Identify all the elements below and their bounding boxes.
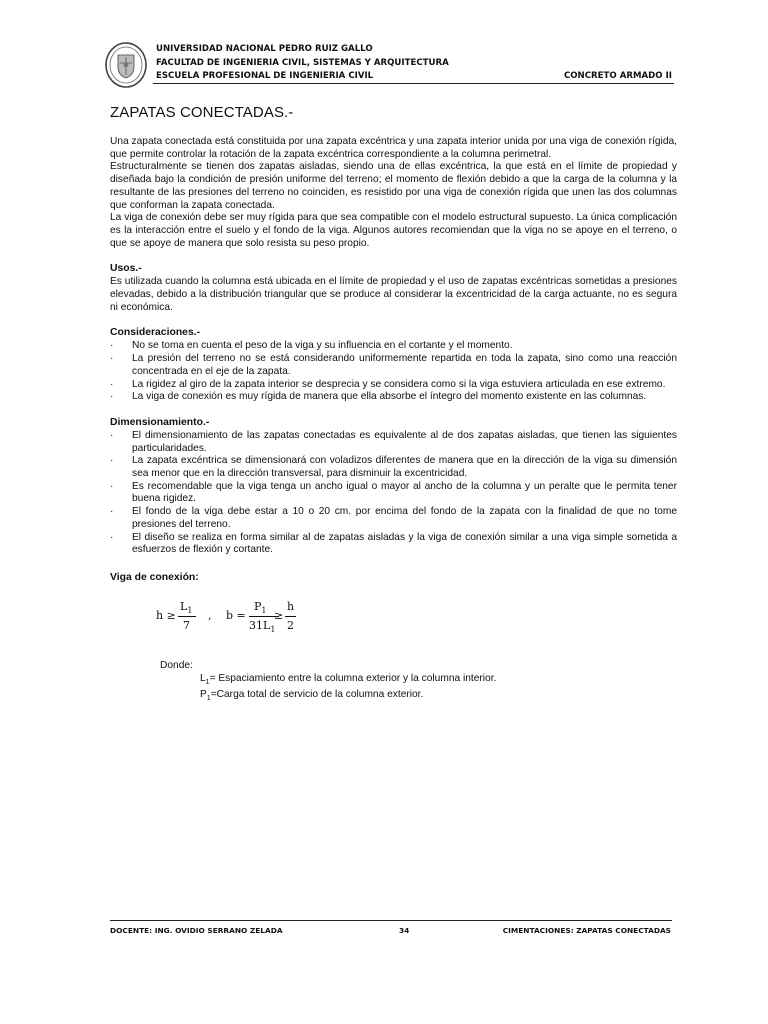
header-school: ESCUELA PROFESIONAL DE INGENIERIA CIVIL — [156, 71, 374, 81]
consideraciones-list — [110, 340, 677, 404]
page-title: ZAPATAS CONECTADAS.- — [110, 104, 294, 121]
formula-b-lhs: b = — [226, 608, 246, 622]
footer-teacher: DOCENTE: ING. OVIDIO SERRANO ZELADA — [110, 926, 283, 935]
header-university: UNIVERSIDAD NACIONAL PEDRO RUIZ GALLO — [156, 44, 373, 54]
list-item: · La presión del terreno no se está considerando uniformemente repartida en toda la zapata, sino como una reacción concentrada en el eje de la zapata. — [110, 353, 677, 378]
formula-h2-num: h — [287, 599, 295, 613]
viga-formula — [110, 590, 677, 650]
university-seal-logo — [104, 41, 148, 89]
formula-h-num: $L_1$ — [180, 599, 193, 616]
formula-geq: ≥ — [274, 608, 284, 622]
formula-b-num: $P_1$ — [254, 599, 267, 616]
formula-h-den: 7 — [183, 618, 190, 632]
definition-l1: $L_1=$ Espaciamiento entre la columna exterior y la columna interior. — [200, 672, 497, 686]
consideraciones-heading: Consideraciones.- — [110, 327, 201, 339]
definition-p1: $P_1=Carga$ total de servicio de la columna exterior. — [200, 689, 424, 703]
list-item: · La zapata excéntrica se dimensionará con voladizos diferentes de manera que en la dirección de la viga su dimensión sea menor que en la dirección transversal, para disminuir la excentricidad. — [110, 455, 677, 480]
fraction-bar — [285, 616, 296, 617]
header-divider — [153, 83, 674, 84]
footer-topic: CIMENTACIONES: ZAPATAS CONECTADAS — [502, 926, 671, 935]
formula-b-den: $31L_1$ — [249, 618, 276, 635]
header-faculty: FACULTAD DE INGENIERIA CIVIL, SISTEMAS Y ARQUITECTURA — [156, 58, 449, 68]
list-item: · No se toma en cuenta el peso de la viga y su influencia en el cortante y el momento. — [110, 340, 677, 353]
list-item: · La rigidez al giro de la zapata interior se desprecia y se considera como si la viga estuviera articulada en ese extremo. — [110, 379, 677, 392]
main-content — [110, 104, 677, 706]
dimensionamiento-heading: Dimensionamiento.- — [110, 416, 210, 428]
list-item: · El fondo de la viga debe estar a 10 o 20 cm. por encima del fondo de la zapata con la finalidad de que no tome presiones del terreno. — [110, 506, 677, 531]
usos-heading: Usos.- — [110, 263, 142, 275]
list-item: · Es recomendable que la viga tenga un ancho igual o mayor al ancho de la columna y un peralte que le permita tener buena rigidez. — [110, 481, 677, 506]
intro-paragraph: La viga de conexión debe ser muy rígida para que sea compatible con el modelo estructural supuesto. La única complicación es la interacción entre el suelo y el fondo de la viga. Algunos autores recomiendan que la viga no se apoye en el terreno, o que se apoye de manera que solo resista su peso propio. — [110, 212, 677, 249]
formula-h-lhs: h ≥ — [156, 608, 176, 622]
formula-h2-den: 2 — [287, 618, 294, 632]
viga-heading: Viga de conexión: — [110, 571, 199, 583]
donde-label: Donde: — [160, 659, 193, 671]
list-item: · El dimensionamiento de las zapatas conectadas es equivalente al de dos zapatas aisladas, que tienen las siguientes particularidades. — [110, 430, 677, 455]
intro-paragraph: Estructuralmente se tienen dos zapatas aisladas, siendo una de ellas excéntrica, la que está en el límite de propiedad y diseñada bajo la condición de presión uniforme del terreno; el momento de flexión debido a que la carga de la columna y la resultante de las presiones del terreno no coinciden, es resistido por una viga de conexión rígida que unen las dos columnas que conforman la zapata conectada. — [110, 161, 677, 211]
formula-comma: , — [208, 608, 212, 622]
dimensionamiento-list — [110, 430, 677, 557]
header-course: CONCRETO ARMADO II — [563, 71, 672, 81]
intro-paragraph: Una zapata conectada está constituida por una zapata excéntrica y una zapata interior unida por una viga de conexión rígida, que permite controlar la rotación de la zapata excéntrica correspondiente a la columna perimetral. — [110, 136, 677, 160]
list-item: · El diseño se realiza en forma similar al de zapatas aisladas y la viga de conexión similar a una viga simple sometida a esfuerzos de flexión y cortante. — [110, 532, 677, 557]
usos-paragraph: Es utilizada cuando la columna está ubicada en el límite de propiedad y el uso de zapatas excéntricas sometidas a presiones elevadas, debido a la distribución triangular que se produce al considerar la excentricidad de la carga actuante, no es segura ni económica. — [110, 276, 677, 313]
footer-divider — [110, 920, 672, 921]
fraction-bar — [178, 616, 196, 617]
list-item: · La viga de conexión es muy rígida de manera que ella absorbe el íntegro del momento existente en las columnas. — [110, 391, 677, 404]
page-number: 34 — [399, 926, 410, 935]
